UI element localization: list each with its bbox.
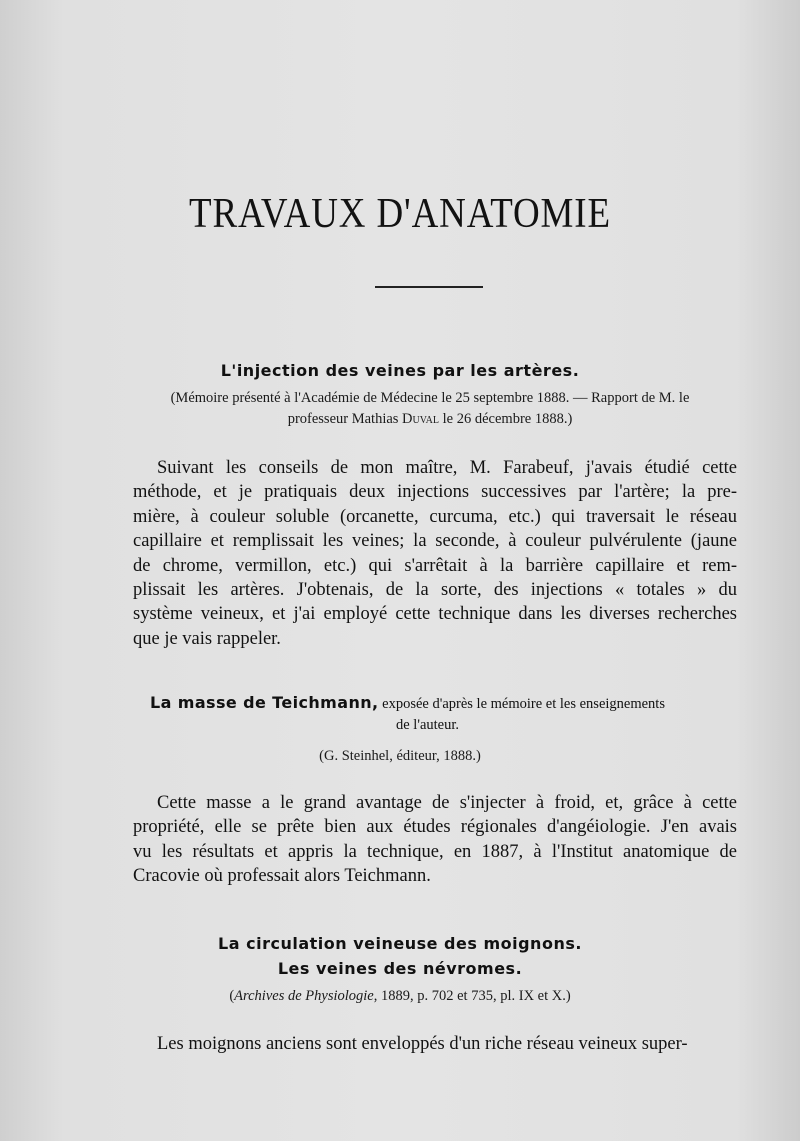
section1-note-line2 xyxy=(150,409,710,430)
section3-heading-line1: La circulation veineuse des moignons. xyxy=(218,934,582,953)
section1-note-line2-post: le 26 décembre 1888.) xyxy=(439,411,573,427)
section3-note-open: ( xyxy=(229,988,235,1004)
paragraph-line: Cette masse a le grand avantage de s'injecter à froid, et, grâce à cette xyxy=(157,793,737,813)
section1-note-line2-pre: professeur Mathias xyxy=(287,411,403,427)
paragraph-line: propriété, elle se prête bien aux études régionales d'angéiologie. J'en avais xyxy=(133,817,737,838)
section2-heading: La masse de Teichmann, xyxy=(150,693,379,712)
section2-note-line2: de l'auteur. xyxy=(396,717,460,733)
section1-heading: L'injection des veines par les artères. xyxy=(220,361,580,380)
section2-note-line1: exposée d'après le mémoire et les enseignements xyxy=(382,696,665,712)
section3-paragraph xyxy=(133,1032,737,1056)
page-title: TRAVAUX D'ANATOMIE xyxy=(189,191,611,237)
section2-citation: (G. Steinhel, éditeur, 1888.) xyxy=(319,748,481,764)
paragraph-line: méthode, et je pratiquais deux injections successives par l'artère; la pre- xyxy=(133,482,737,503)
section3-heading-line2: Les veines des névromes. xyxy=(277,959,523,978)
section3-note-rest: , 1889, p. 702 et 735, pl. IX et X.) xyxy=(373,988,571,1004)
paragraph-line: que je vais rappeler. xyxy=(133,628,281,649)
section3-citation xyxy=(0,986,800,1007)
paragraph-line: Les moignons anciens sont enveloppés d'un riche réseau veineux super- xyxy=(157,1034,688,1054)
paragraph-line: vu les résultats et appris la technique, en 1887, à l'Institut anatomique de xyxy=(133,841,737,862)
section2-paragraph xyxy=(133,791,737,889)
paragraph-line: Cracovie où professait alors Teichmann. xyxy=(133,866,431,887)
paragraph-line: de chrome, vermillon, etc.) qui s'arrêtait à la barrière capillaire et rem- xyxy=(133,555,737,576)
paragraph-line: système veineux, et j'ai employé cette technique dans les diverses recherches xyxy=(133,604,737,625)
paragraph-line: capillaire et remplissait les veines; la seconde, à couleur pulvérulente (jaune xyxy=(133,531,737,552)
section1-paragraph xyxy=(133,456,737,651)
section1-note-author: Duval xyxy=(402,411,440,427)
title-rule-divider xyxy=(375,286,483,288)
paragraph-line: Suivant les conseils de mon maître, M. Farabeuf, j'avais étudié cette xyxy=(157,458,737,478)
paragraph-line: mière, à couleur soluble (orcanette, curcuma, etc.) qui traversait le réseau xyxy=(133,506,737,527)
paragraph-line: plissait les artères. J'obtenais, de la sorte, des injections « totales » du xyxy=(133,579,737,600)
section1-note-line1: (Mémoire présenté à l'Académie de Médecine le 25 septembre 1888. — Rapport de M. le xyxy=(170,390,690,406)
section3-journal: Archives de Physiologie xyxy=(234,988,374,1004)
section2-header xyxy=(150,692,730,736)
section1-note xyxy=(150,388,710,430)
